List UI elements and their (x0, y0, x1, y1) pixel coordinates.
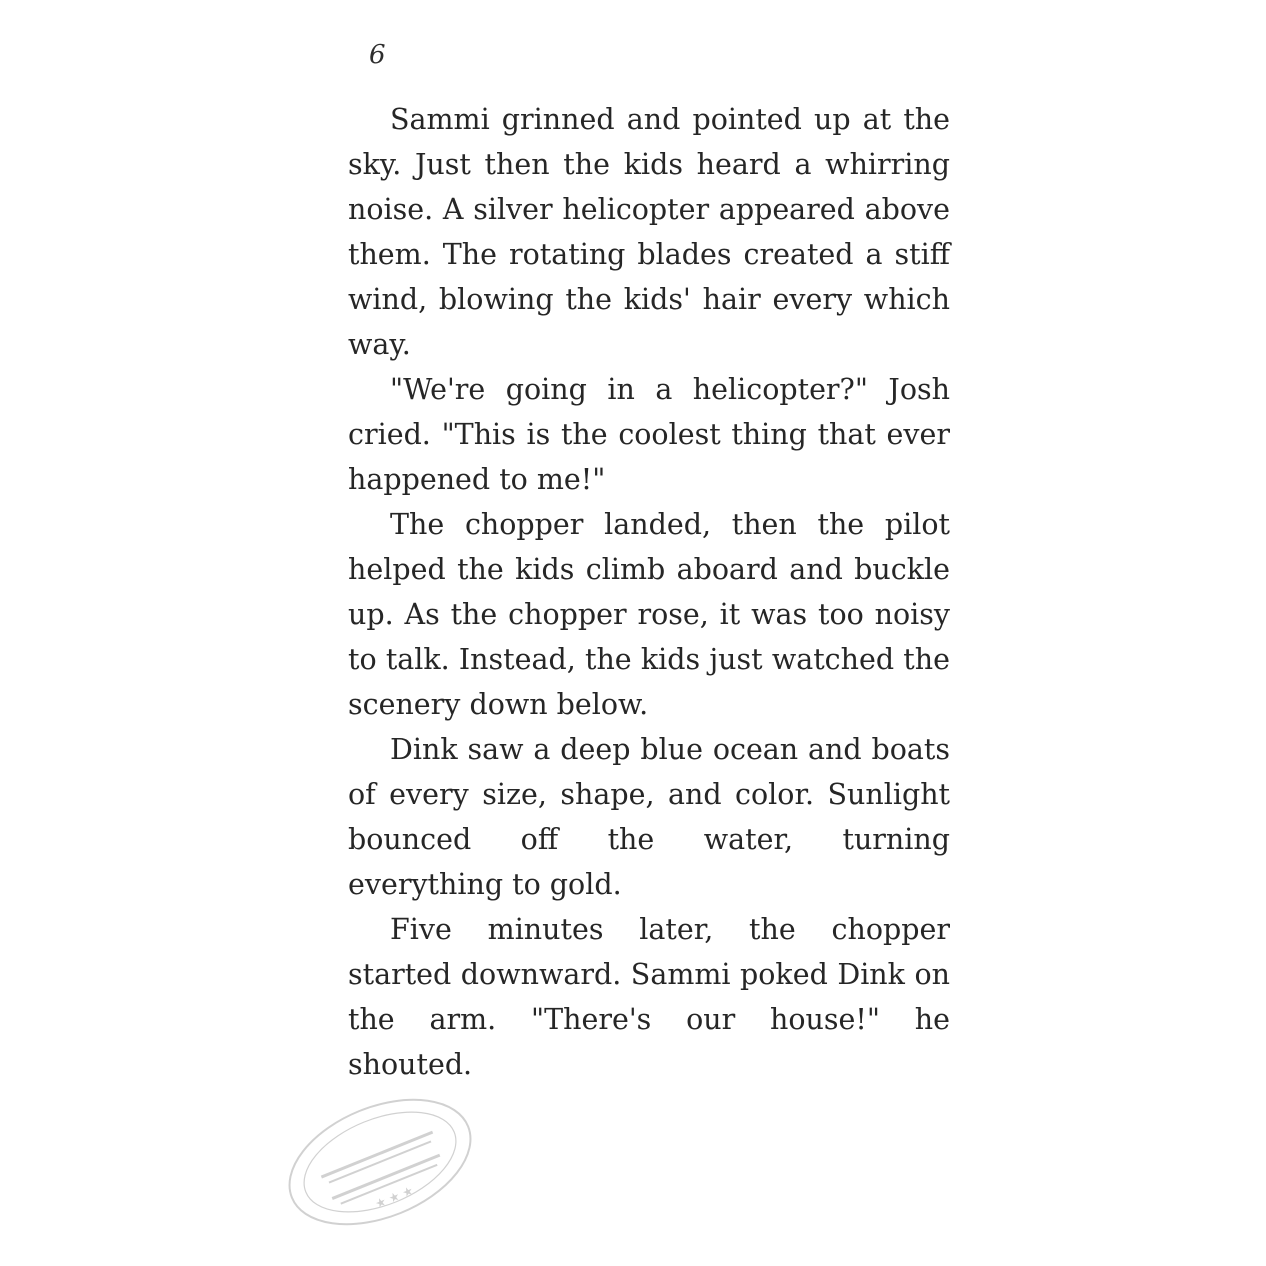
paragraph-4: Dink saw a deep blue ocean and boats of every size, shape, and color. Sunlight bounced off the water, turning everything to gold. (348, 733, 950, 901)
page-number: 6 (369, 40, 386, 70)
svg-text:★ ★ ★: ★ ★ ★ (373, 1183, 416, 1212)
paragraph-5: Five minutes later, the chopper started downward. Sammi poked Dink on the arm. "There's our house!" he shouted. (348, 913, 950, 1081)
import-stamp-icon (280, 1092, 480, 1232)
body-text (348, 97, 950, 1087)
paragraph-3: The chopper landed, then the pilot helped the kids climb aboard and buckle up. As the chopper rose, it was too noisy to talk. Instead, the kids just watched the scenery down below. (348, 508, 950, 721)
paragraph-1: Sammi grinned and pointed up at the sky. Just then the kids heard a whirring noise. A silver helicopter appeared above them. The rotating blades created a stiff wind, blowing the kids' hair every which way. (348, 103, 950, 361)
paragraph-2: "We're going in a helicopter?" Josh cried. "This is the coolest thing that ever happened to me!" (348, 373, 950, 496)
